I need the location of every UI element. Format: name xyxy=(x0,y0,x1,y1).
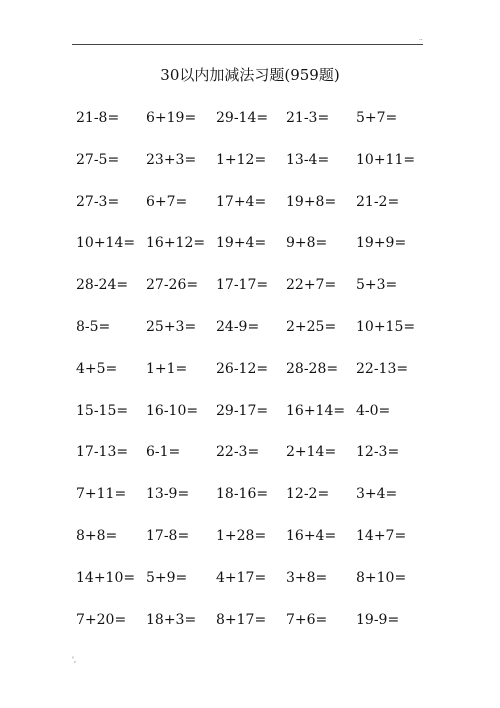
problem: 14+10= xyxy=(76,569,136,586)
problem-row xyxy=(76,318,426,360)
problem-row xyxy=(76,109,426,151)
problem: 6+19= xyxy=(146,110,197,126)
problem: 25+3= xyxy=(146,318,197,335)
problem: 27-3= xyxy=(76,193,120,210)
problem-row xyxy=(76,402,426,444)
problem: 3+8= xyxy=(286,569,328,586)
problem: 23+3= xyxy=(146,151,197,168)
problem: 10+14= xyxy=(76,235,136,252)
problem: 19+9= xyxy=(356,235,407,252)
header-rule xyxy=(72,44,423,45)
problem: 15-15= xyxy=(76,402,129,419)
problem: 10+15= xyxy=(356,318,416,335)
problem: 17-17= xyxy=(216,277,269,294)
problem: 7+11= xyxy=(76,486,127,503)
problem: 4+17= xyxy=(216,569,267,586)
problem: 28-28= xyxy=(286,360,339,377)
problem: 29-17= xyxy=(216,402,269,419)
problem: 19+8= xyxy=(286,193,337,210)
problem: 21-3= xyxy=(286,110,330,126)
problem-row xyxy=(76,569,426,611)
problem: 13-9= xyxy=(146,486,190,503)
problem: 8-5= xyxy=(76,318,111,335)
problem-grid xyxy=(76,109,426,652)
problem: 16-10= xyxy=(146,402,199,419)
problem: 8+10= xyxy=(356,569,407,586)
problem: 16+12= xyxy=(146,235,206,252)
problem: 5+7= xyxy=(356,110,398,126)
problem: 2+14= xyxy=(286,444,337,461)
problem: 8+8= xyxy=(76,527,118,544)
problem: 18-16= xyxy=(216,486,269,503)
problem-row xyxy=(76,443,426,485)
problem: 12-3= xyxy=(356,444,400,461)
footer-mark: ', xyxy=(72,656,77,664)
problem: 19-9= xyxy=(356,611,400,628)
problem: 28-24= xyxy=(76,277,129,294)
problem: 12-2= xyxy=(286,486,330,503)
problem: 5+9= xyxy=(146,569,188,586)
problem: 21-2= xyxy=(356,193,400,210)
problem: 5+3= xyxy=(356,277,398,294)
problem: 10+11= xyxy=(356,151,416,168)
problem: 14+7= xyxy=(356,527,407,544)
problem: 26-12= xyxy=(216,360,269,377)
problem-row xyxy=(76,193,426,235)
problem-row xyxy=(76,527,426,569)
problem: 17-13= xyxy=(76,444,129,461)
problem: 22-3= xyxy=(216,444,260,461)
header-mark: .. xyxy=(419,35,423,42)
problem: 3+4= xyxy=(356,486,398,503)
problem: 9+8= xyxy=(286,235,328,252)
problem-row xyxy=(76,360,426,402)
problem: 24-9= xyxy=(216,318,260,335)
problem: 6-1= xyxy=(146,444,181,461)
problem: 29-14= xyxy=(216,110,269,126)
problem: 4+5= xyxy=(76,360,118,377)
problem: 17+4= xyxy=(216,193,267,210)
page-title: 30以内加减法习题(959题) xyxy=(160,66,340,84)
problem: 22-13= xyxy=(356,360,409,377)
problem-row xyxy=(76,276,426,318)
problem: 27-26= xyxy=(146,277,199,294)
problem: 19+4= xyxy=(216,235,267,252)
problem: 6+7= xyxy=(146,193,188,210)
problem: 7+20= xyxy=(76,611,127,628)
problem: 27-5= xyxy=(76,151,120,168)
problem: 16+4= xyxy=(286,527,337,544)
problem: 22+7= xyxy=(286,277,337,294)
problem: 7+6= xyxy=(286,611,328,628)
problem: 16+14= xyxy=(286,402,346,419)
problem: 4-0= xyxy=(356,402,391,419)
problem-row xyxy=(76,151,426,193)
problem: 17-8= xyxy=(146,527,190,544)
problem: 21-8= xyxy=(76,110,120,126)
problem: 1+12= xyxy=(216,151,267,168)
problem: 8+17= xyxy=(216,611,267,628)
problem: 13-4= xyxy=(286,151,330,168)
problem: 2+25= xyxy=(286,318,337,335)
problem-row xyxy=(76,611,426,653)
problem: 1+1= xyxy=(146,360,188,377)
problem-row xyxy=(76,234,426,276)
problem: 18+3= xyxy=(146,611,197,628)
problem-row xyxy=(76,485,426,527)
problem: 1+28= xyxy=(216,527,267,544)
